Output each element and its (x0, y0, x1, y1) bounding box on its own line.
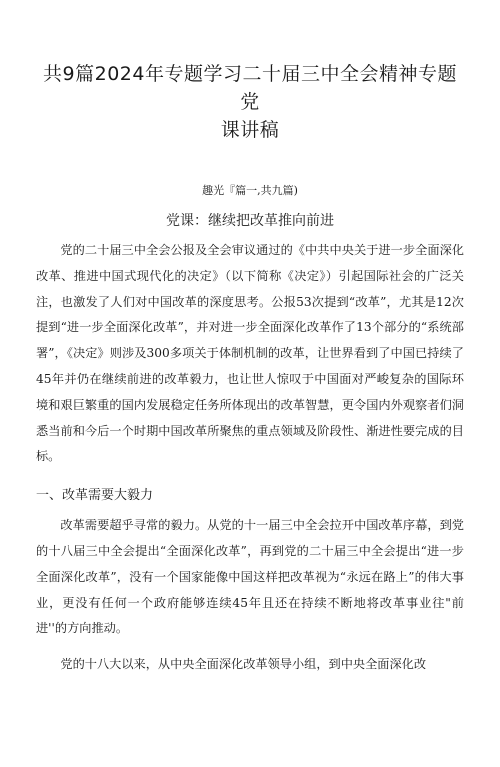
body-paragraph: 党的十八大以来，从中央全面深化改革领导小组，到中央全面深化改 (60, 657, 427, 672)
body-paragraph: 改革需要超乎寻常的毅力。从党的十一届三中全会拉开中国改革序幕，到党的十八届三中全会提出“全面深化改革”，再到党的二十届三中全会提出“进一步全面深化改革”，没有一个国家能像中国这样把改革视为“永远在路上”的伟大事业，更没有任何一个政府能够连续45年且还在持续不断地将改革事业往"前进''的方向推动。 (36, 518, 464, 636)
byline: 趣光『篇一,共九篇) (202, 184, 298, 197)
section-title: 党课：继续把改革推向前进 (166, 213, 334, 229)
document-page (0, 60, 500, 767)
title-line-2: 课讲稿 (220, 119, 280, 141)
heading-level-1: 一、改革需要大毅力 (36, 488, 154, 504)
title-line-1: 共9篇2024年专题学习二十届三中全会精神专题党 (43, 63, 457, 113)
body-paragraph: 党的二十届三中全会公报及全会审议通过的《中共中央关于进一步全面深化改革、推进中国式现代化的决定》（以下简称《决定》）引起国际社会的广泛关注，也激发了人们对中国改革的深度思考。公报53次提到“改革”，尤其是12次提到“进一步全面深化改革”，并对进一步全面深化改革作了13个部分的“系统部署”，《决定》则涉及300多项关于体制机制的改革，让世界看到了中国已持续了45年并仍在继续前进的改革毅力，也让世人惊叹于中国面对严峻复杂的国际环境和艰巨繁重的国内发展稳定任务所体现出的改革智慧，更令国内外观察者们洞悉当前和今后一个时期中国改革所聚焦的重点领域及阶段性、渐进性要完成的目标。 (36, 243, 464, 464)
document-title (36, 60, 464, 144)
